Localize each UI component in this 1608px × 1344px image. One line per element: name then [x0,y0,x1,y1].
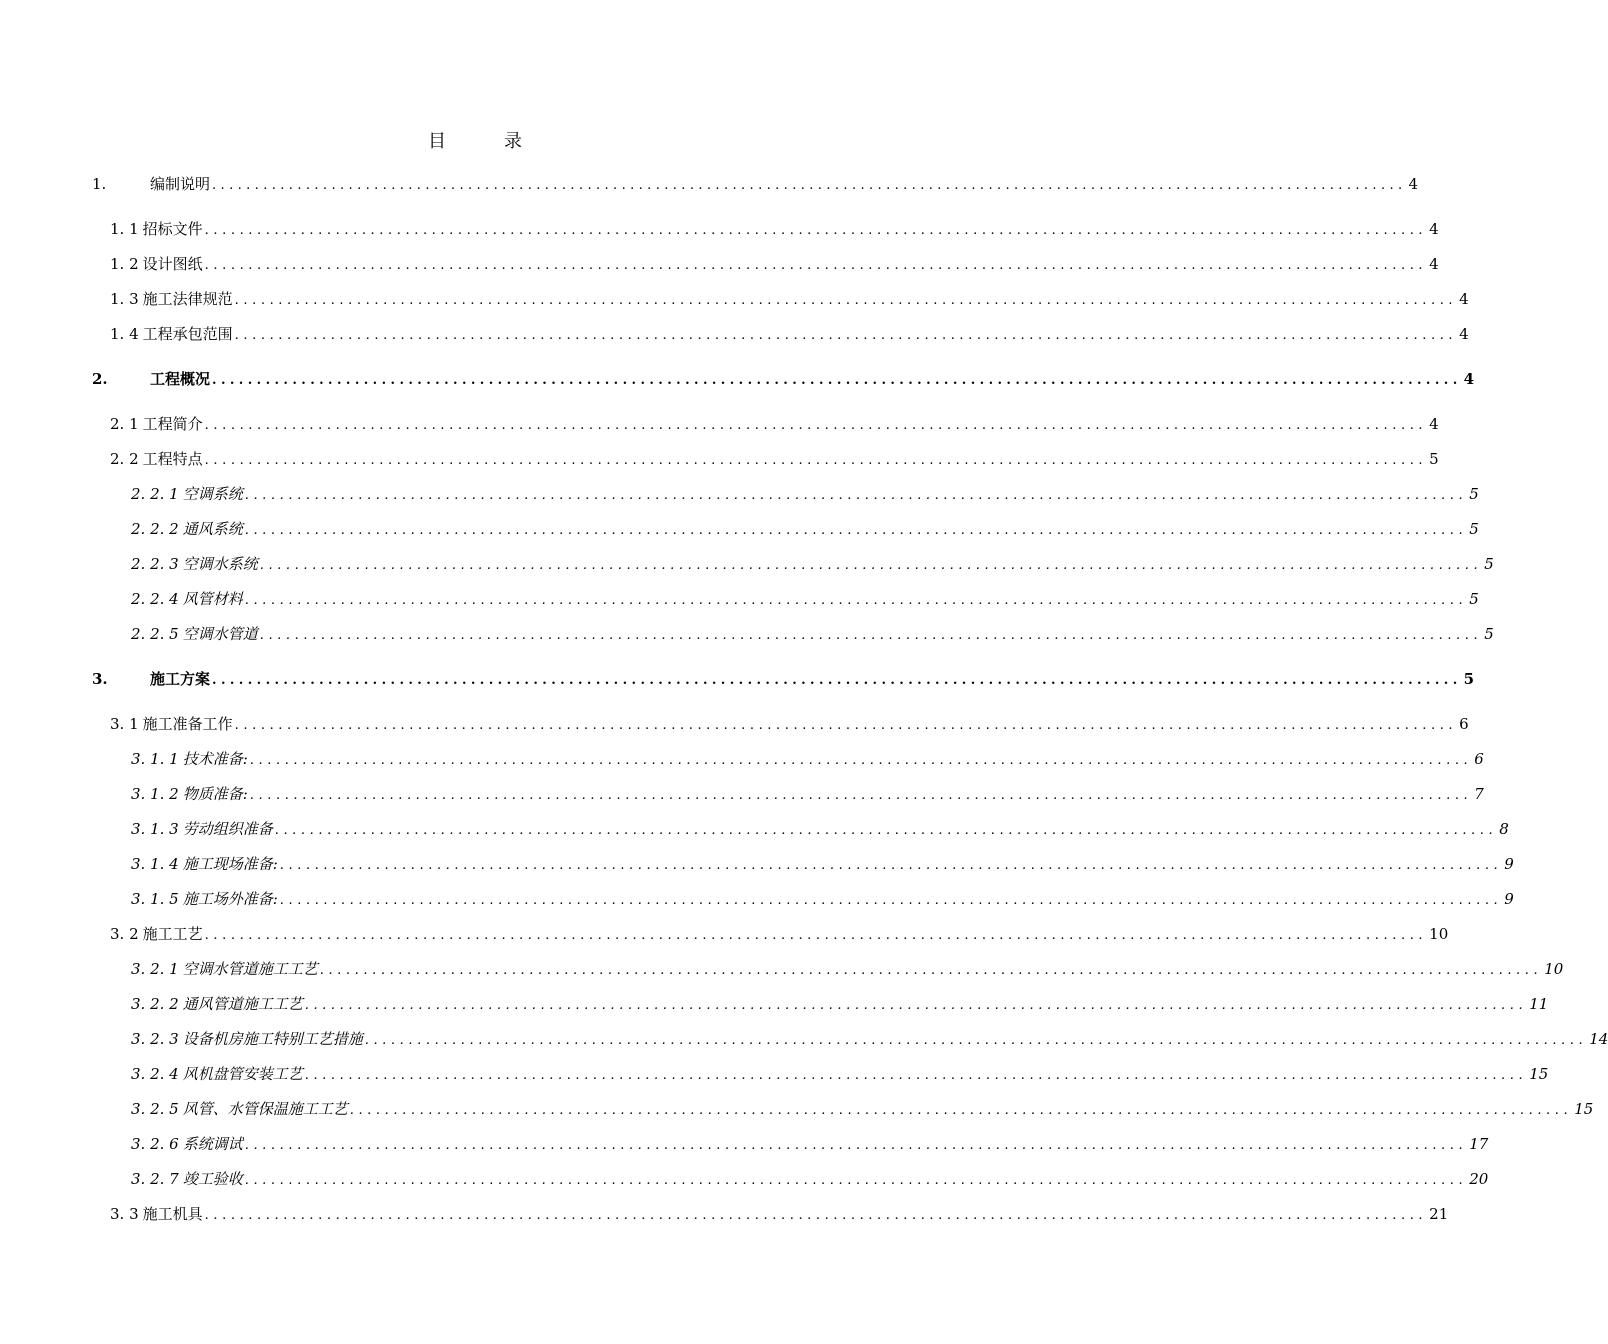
toc-entry-number: 3. 1 [110,715,139,733]
toc-entry-number: 1. 2 [110,255,139,273]
toc-entry-page-number: 15 [1529,1065,1549,1083]
toc-entry-label: 空调系统 [182,485,243,503]
toc-leader-dots: ............................................................................................................................................ [234,293,1458,308]
toc-leader-dots: ............................................................................................................................................ [212,373,1462,388]
toc-leader-dots: ............................................................................................................................................ [212,673,1462,688]
toc-entry[interactable] [131,748,1484,770]
toc-entry-number: 3. 1. 3 [131,820,179,838]
toc-leader-dots: ............................................................................................................................................ [244,523,1468,538]
toc-entry-page-number: 20 [1469,1170,1489,1188]
toc-entry[interactable] [131,993,1549,1015]
toc-entry-label: 施工现场准备: [182,855,278,873]
toc-entry-label: 风管、水管保温施工工艺 [182,1100,348,1118]
toc-entry-page-number: 4 [1429,220,1439,238]
toc-entry-label: 风管材料 [182,590,243,608]
toc-entry-page-number: 15 [1574,1100,1594,1118]
toc-entry-number: 2. 2. 2 [131,520,179,538]
toc-leader-dots: ............................................................................................................................................ [364,1033,1588,1048]
toc-entry-label: 招标文件 [142,220,203,238]
toc-entry-page-number: 9 [1504,890,1514,908]
toc-entry-page-number: 4 [1459,325,1469,343]
toc-leader-dots: ............................................................................................................................................ [259,628,1483,643]
toc-entry-number: 2. 1 [110,415,139,433]
toc-leader-dots: ............................................................................................................................................ [204,928,1428,943]
toc-leader-dots: ............................................................................................................................................ [212,178,1407,193]
toc-leader-dots: ............................................................................................................................................ [274,823,1498,838]
toc-leader-dots: ............................................................................................................................................ [204,453,1428,468]
toc-entry-page-number: 10 [1544,960,1564,978]
toc-entry-number: 3. 3 [110,1205,139,1223]
toc-entry[interactable] [92,368,1475,390]
toc-entry-page-number: 5 [1429,450,1439,468]
toc-entry-label: 空调水管道施工工艺 [182,960,318,978]
toc-leader-dots: ............................................................................................................................................ [304,998,1528,1013]
toc-entry-page-number: 6 [1474,750,1484,768]
toc-entry-page-number: 17 [1469,1135,1489,1153]
toc-leader-dots: ............................................................................................................................................ [244,1138,1468,1153]
toc-leader-dots: ............................................................................................................................................ [204,258,1428,273]
toc-entry[interactable] [131,588,1479,610]
toc-entry[interactable] [131,1098,1594,1120]
toc-entry-number: 2. 2. 3 [131,555,179,573]
toc-entry-number: 3. 2. 1 [131,960,179,978]
toc-entry-label: 施工准备工作 [142,715,233,733]
toc-entry[interactable] [110,253,1439,275]
toc-entry[interactable] [131,853,1514,875]
toc-entry[interactable] [110,923,1449,945]
toc-entry-page-number: 4 [1459,290,1469,308]
toc-entry-label: 施工法律规范 [142,290,233,308]
toc-leader-dots: ............................................................................................................................................ [204,1208,1428,1223]
toc-entry-number: 3. [92,670,108,688]
toc-leader-dots: ............................................................................................................................................ [259,558,1483,573]
toc-leader-dots: ............................................................................................................................................ [349,1103,1573,1118]
toc-entry-page-number: 14 [1589,1030,1608,1048]
toc-entry-number: 3. 2. 6 [131,1135,179,1153]
toc-entry[interactable] [92,173,1419,195]
toc-entry[interactable] [131,1133,1489,1155]
toc-entry[interactable] [131,1028,1608,1050]
toc-entry-label: 工程承包范围 [142,325,233,343]
toc-entry-page-number: 5 [1484,625,1494,643]
toc-entry-label: 施工机具 [142,1205,203,1223]
toc-entry-page-number: 4 [1463,370,1475,388]
toc-entry[interactable] [131,818,1509,840]
toc-entry-number: 2. 2. 1 [131,485,179,503]
toc-entry-page-number: 5 [1484,555,1494,573]
toc-entry-number: 3. 2. 5 [131,1100,179,1118]
toc-entry-page-number: 8 [1499,820,1509,838]
toc-entry[interactable] [92,668,1475,690]
toc-entry-number: 2. 2. 5 [131,625,179,643]
toc-entry-number: 2. [92,370,108,388]
toc-leader-dots: ............................................................................................................................................ [319,963,1543,978]
toc-entry-page-number: 7 [1474,785,1484,803]
toc-entry-number: 1. 1 [110,220,139,238]
toc-entry-page-number: 4 [1429,415,1439,433]
toc-entry-number: 3. 2. 3 [131,1030,179,1048]
toc-entry-number: 3. 1. 2 [131,785,179,803]
toc-entry-number: 3. 1. 1 [131,750,179,768]
toc-entry-page-number: 5 [1469,485,1479,503]
toc-entry-number: 3. 1. 4 [131,855,179,873]
toc-entry-label: 设备机房施工特别工艺措施 [182,1030,363,1048]
toc-entry-number: 3. 1. 5 [131,890,179,908]
toc-entry-number: 3. 2. 4 [131,1065,179,1083]
toc-entry-label: 工程概况 [150,370,211,388]
toc-leader-dots: ............................................................................................................................................ [234,328,1458,343]
toc-leader-dots: ............................................................................................................................................ [244,1173,1468,1188]
toc-entry-number: 3. 2 [110,925,139,943]
toc-entry-label: 空调水管道 [182,625,258,643]
toc-entry-page-number: 11 [1529,995,1549,1013]
toc-leader-dots: ............................................................................................................................................ [279,893,1503,908]
toc-entry-number: 3. 2. 7 [131,1170,179,1188]
toc-entry-label: 空调水系统 [182,555,258,573]
toc-leader-dots: ............................................................................................................................................ [234,718,1458,733]
toc-entry-label: 施工场外准备: [182,890,278,908]
toc-entry[interactable] [110,288,1469,310]
toc-entry-page-number: 5 [1469,590,1479,608]
toc-entry-page-number: 5 [1469,520,1479,538]
toc-leader-dots: ............................................................................................................................................ [279,858,1503,873]
toc-entry[interactable] [110,413,1439,435]
toc-leader-dots: ............................................................................................................................................ [244,488,1468,503]
toc-entry-label: 施工工艺 [142,925,203,943]
toc-entry-number: 1. 4 [110,325,139,343]
toc-entry-label: 通风系统 [182,520,243,538]
toc-entry-page-number: 4 [1408,175,1419,193]
toc-leader-dots: ............................................................................................................................................ [249,753,1473,768]
toc-leader-dots: ............................................................................................................................................ [249,788,1473,803]
toc-title [0,127,950,153]
toc-entry-number: 1. 3 [110,290,139,308]
toc-entry[interactable] [131,518,1479,540]
toc-entry-label: 技术准备: [182,750,248,768]
toc-entry-number: 2. 2. 4 [131,590,179,608]
toc-entry[interactable] [131,1168,1489,1190]
toc-entry-label: 劳动组织准备 [182,820,273,838]
toc-entry-label: 工程简介 [142,415,203,433]
toc-entry-page-number: 5 [1463,670,1475,688]
toc-title-right: 录 [504,131,522,152]
toc-entry-label: 风机盘管安装工艺 [182,1065,303,1083]
toc-entry-page-number: 21 [1429,1205,1449,1223]
toc-entry-label: 系统调试 [182,1135,243,1153]
toc-entry[interactable] [110,218,1439,240]
toc-entry[interactable] [131,1063,1549,1085]
toc-entry-page-number: 10 [1429,925,1449,943]
toc-entry-label: 通风管道施工工艺 [182,995,303,1013]
toc-entry[interactable] [131,958,1564,980]
toc-entry[interactable] [131,483,1479,505]
toc-entry[interactable] [131,623,1494,645]
toc-entry[interactable] [131,553,1494,575]
toc-entry-page-number: 4 [1429,255,1439,273]
toc-entry-number: 3. 2. 2 [131,995,179,1013]
toc-entry-label: 编制说明 [150,175,211,193]
toc-entry-label: 竣工验收 [182,1170,243,1188]
toc-entry[interactable] [131,783,1484,805]
toc-entry[interactable] [131,888,1514,910]
toc-entry[interactable] [110,713,1469,735]
toc-leader-dots: ............................................................................................................................................ [204,223,1428,238]
toc-entry-label: 设计图纸 [142,255,203,273]
toc-entry-label: 施工方案 [150,670,211,688]
toc-entry-number: 2. 2 [110,450,139,468]
toc-entry-label: 物质准备: [182,785,248,803]
toc-leader-dots: ............................................................................................................................................ [204,418,1428,433]
toc-entry-label: 工程特点 [142,450,203,468]
toc-entry[interactable] [110,1203,1449,1225]
toc-entry[interactable] [110,323,1469,345]
toc-leader-dots: ............................................................................................................................................ [244,593,1468,608]
toc-entry-number: 1. [92,175,107,193]
toc-title-left: 目 [428,131,446,152]
toc-leader-dots: ............................................................................................................................................ [304,1068,1528,1083]
toc-entry-page-number: 9 [1504,855,1514,873]
toc-entry[interactable] [110,448,1439,470]
toc-entry-page-number: 6 [1459,715,1469,733]
